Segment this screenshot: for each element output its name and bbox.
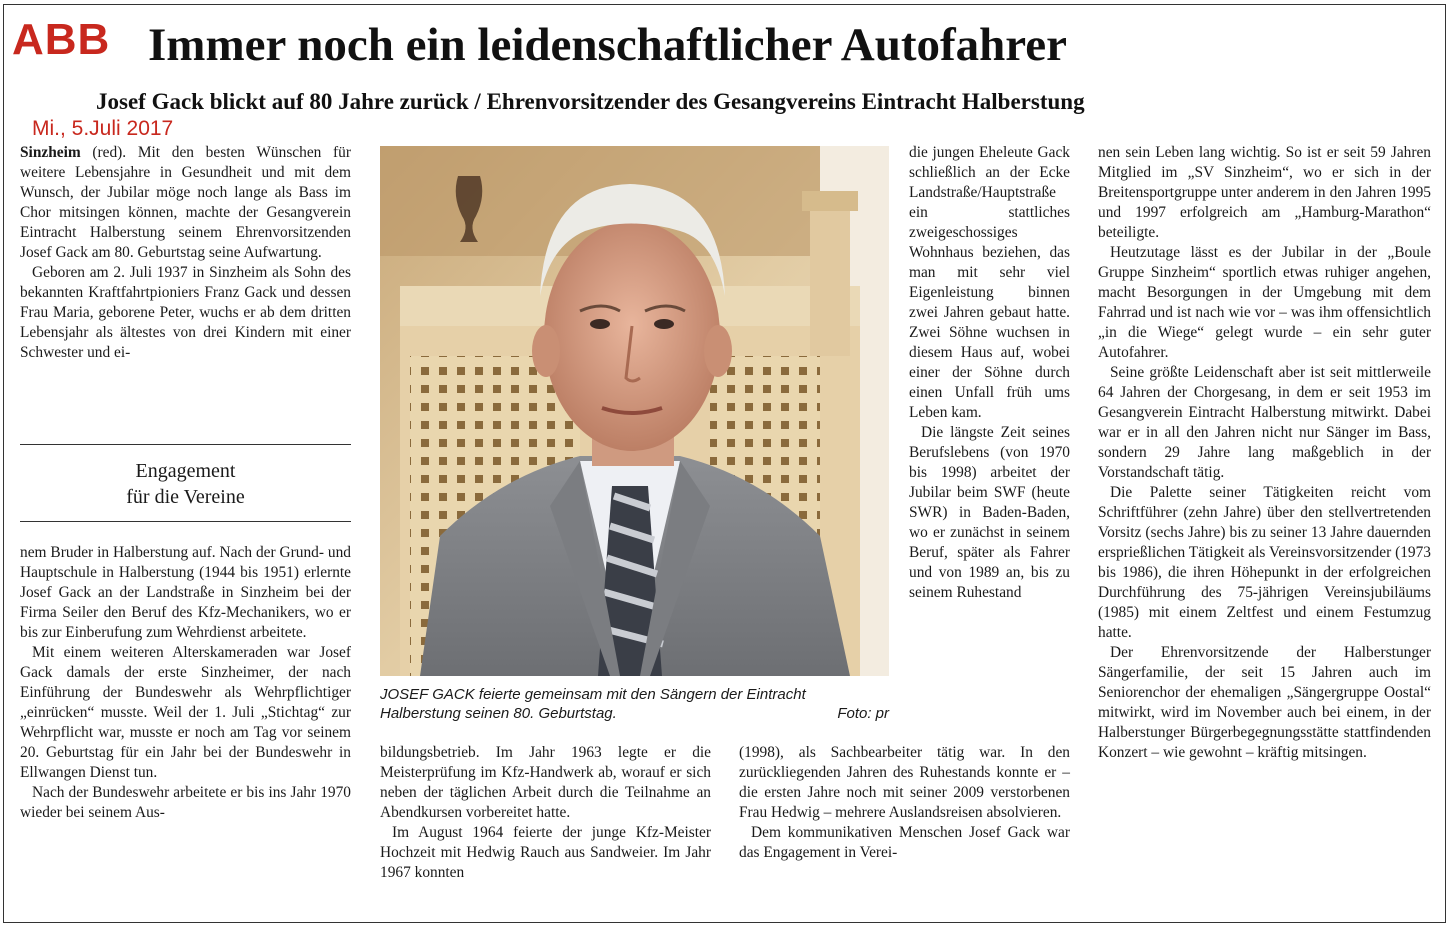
- publication-date: Mi., 5.Juli 2017: [32, 117, 174, 140]
- source-logo: ABB: [12, 15, 111, 64]
- column-2: [380, 743, 711, 883]
- portrait-illustration: [380, 146, 889, 676]
- paragraph: Im August 1964 feierte der junge Kfz-Meister Hochzeit mit Hedwig Rauch aus Sandweier. Im Jahr 1967 konnten: [380, 824, 711, 881]
- dateline: Sinzheim: [20, 144, 81, 161]
- column-1-top: [20, 143, 351, 363]
- photo-credit: Foto: pr: [837, 705, 889, 722]
- paragraph: Die Palette seiner Tätigkeiten reicht vom Schriftführer (zehn Jahre) über den stellvertretenden Vorsitz (sechs Jahre) bis zu seiner 13 Jahre dauernden ersprießlichen Tätigkeit als Vereinsvorsitzender (1973 bis 1986), die ihren Höhepunkt in der erfolgreichen Durchführung des 75-jährigen Vereinsjubiläums (1985) mit einem Zeltfest und einem Festumzug hatte.: [1098, 484, 1431, 641]
- paragraph: nem Bruder in Halberstung auf. Nach der Grund- und Hauptschule in Halberstung (1944 bis 1951) erlernte Josef Gack an der Landstraße in Sinzheim bei der Firma Seiler den Beruf des Kfz-Mechanikers, wo er bis zur Einberufung zum Wehrdienst arbeitete.: [20, 544, 351, 641]
- paragraph: nen sein Leben lang wichtig. So ist er seit 59 Jahren Mitglied im „SV Sinzheim“, wo er sich in der Breitensportgruppe unter anderem in den Jahren 1995 und 1997 erfolgreich am „Hamburg-Marathon“ beteiligte.: [1098, 144, 1431, 241]
- crosshead-rule-bottom: [20, 521, 351, 522]
- crosshead-rule-top: [20, 444, 351, 445]
- column-4: [1098, 143, 1431, 763]
- article-headline: Immer noch ein leidenschaftlicher Autofahrer: [148, 19, 1068, 71]
- crosshead-line: für die Vereine: [126, 486, 245, 508]
- portrait-photo: [380, 146, 889, 676]
- paragraph: Nach der Bundeswehr arbeitete er bis ins Jahr 1970 wieder bei seinem Aus-: [20, 784, 351, 821]
- column-1-bottom: [20, 543, 351, 823]
- column-3-narrow: [909, 143, 1070, 603]
- paragraph: Mit einem weiteren Alterskameraden war Josef Gack damals der erste Sinzheimer, der nach Einführung der Bundeswehr als Wehrpflichtiger „einrücken“ musste. Weil der 1. Juli „Stichtag“ zur Wehrpflicht war, musste er noch am Tag vor seinem 20. Geburtstag für ein Jahr bei der Bundeswehr in Ellwangen Dienst tun.: [20, 644, 351, 781]
- paragraph: Die längste Zeit seines Berufslebens (von 1970 bis 1998) arbeitet der Jubilar beim SWF (heute SWR) in Baden-Baden, wo er zunächst in seinem Beruf, später als Fahrer und von 1989 an, bis zu seinem Ruhestand: [909, 424, 1070, 601]
- paragraph: die jungen Eheleute Gack schließlich an der Ecke Landstraße/Hauptstraße ein stattliches zweigeschossiges Wohnhaus beziehen, das man mit sehr viel Eigenleistung binnen zwei Jahren gebaut hatte. Zwei Söhne wuchsen in diesem Haus auf, wobei einer der Söhne durch einen Unfall früh ums Leben kam.: [909, 144, 1070, 421]
- paragraph: Seine größte Leidenschaft aber ist seit mittlerweile 64 Jahren der Chorgesang, in dem er seit 1953 im Gesangverein Eintracht Halberstung mitwirkt. Dabei war er in all den Jahren nicht nur Sänger im Bass, sondern 29 Jahre lang maßgeblich in der Vorstandschaft tätig.: [1098, 364, 1431, 481]
- paragraph: Geboren am 2. Juli 1937 in Sinzheim als Sohn des bekannten Kraftfahrtpioniers Franz Gack und dessen Frau Maria, geborene Peter, wuchs er ab dem dritten Lebensjahr als ältestes von drei Kindern mit einer Schwester und ei-: [20, 264, 351, 361]
- crosshead: [20, 458, 351, 510]
- crosshead-line: Engagement: [135, 460, 236, 482]
- paragraph: Der Ehrenvorsitzende der Halberstunger Sängerfamilie, der seit 15 Jahren auch im Seniorenchor der ehemaligen „Sängergruppe Oostal“ mitwirkt, wird im November auch bei einem, in der Halberstunger Bürgerbegegnungsstätte stattfindenden Konzert – wie gewohnt – kräftig mitsingen.: [1098, 644, 1431, 761]
- paragraph: (1998), als Sachbearbeiter tätig war. In den zurückliegenden Jahren des Ruhestands konnte er – die ersten Jahre noch mit seiner 2009 verstorbenen Frau Hedwig – mehrere Auslandsreisen absolvieren.: [739, 744, 1070, 821]
- article-subheadline: Josef Gack blickt auf 80 Jahre zurück / Ehrenvorsitzender des Gesangvereins Eintracht Halberstung: [96, 89, 1085, 114]
- photo-caption: [380, 685, 889, 723]
- paragraph: Dem kommunikativen Menschen Josef Gack war das Engagement in Verei-: [739, 824, 1070, 861]
- paragraph: bildungsbetrieb. Im Jahr 1963 legte er die Meisterprüfung im Kfz-Handwerk ab, worauf er sich neben der täglichen Arbeit durch die Teilnahme an Abendkursen vorbereitet hatte.: [380, 744, 711, 821]
- paragraph: Heutzutage lässt es der Jubilar in der „Boule Gruppe Sinzheim“ sportlich etwas ruhiger angehen, macht Besorgungen in der Umgebung mit dem Fahrrad und ist nach wie vor – was ihm offensichtlich „in die Wiege“ gelegt wurde – ein sehr guter Autofahrer.: [1098, 244, 1431, 361]
- column-3-bottom: [739, 743, 1070, 863]
- paragraph: Sinzheim (red). Mit den besten Wünschen für weitere Lebensjahre in Gesundheit und mit dem Wunsch, der Jubilar möge noch lange als Bass im Chor mitsingen können, machte der Gesangverein Eintracht Halberstung seinem Ehrenvorsitzenden Josef Gack am 80. Geburtstag seine Aufwartung.: [20, 144, 351, 261]
- caption-text: JOSEF GACK feierte gemeinsam mit den Sängern der Eintracht Halberstung seinen 80. Geburtstag.: [380, 686, 806, 722]
